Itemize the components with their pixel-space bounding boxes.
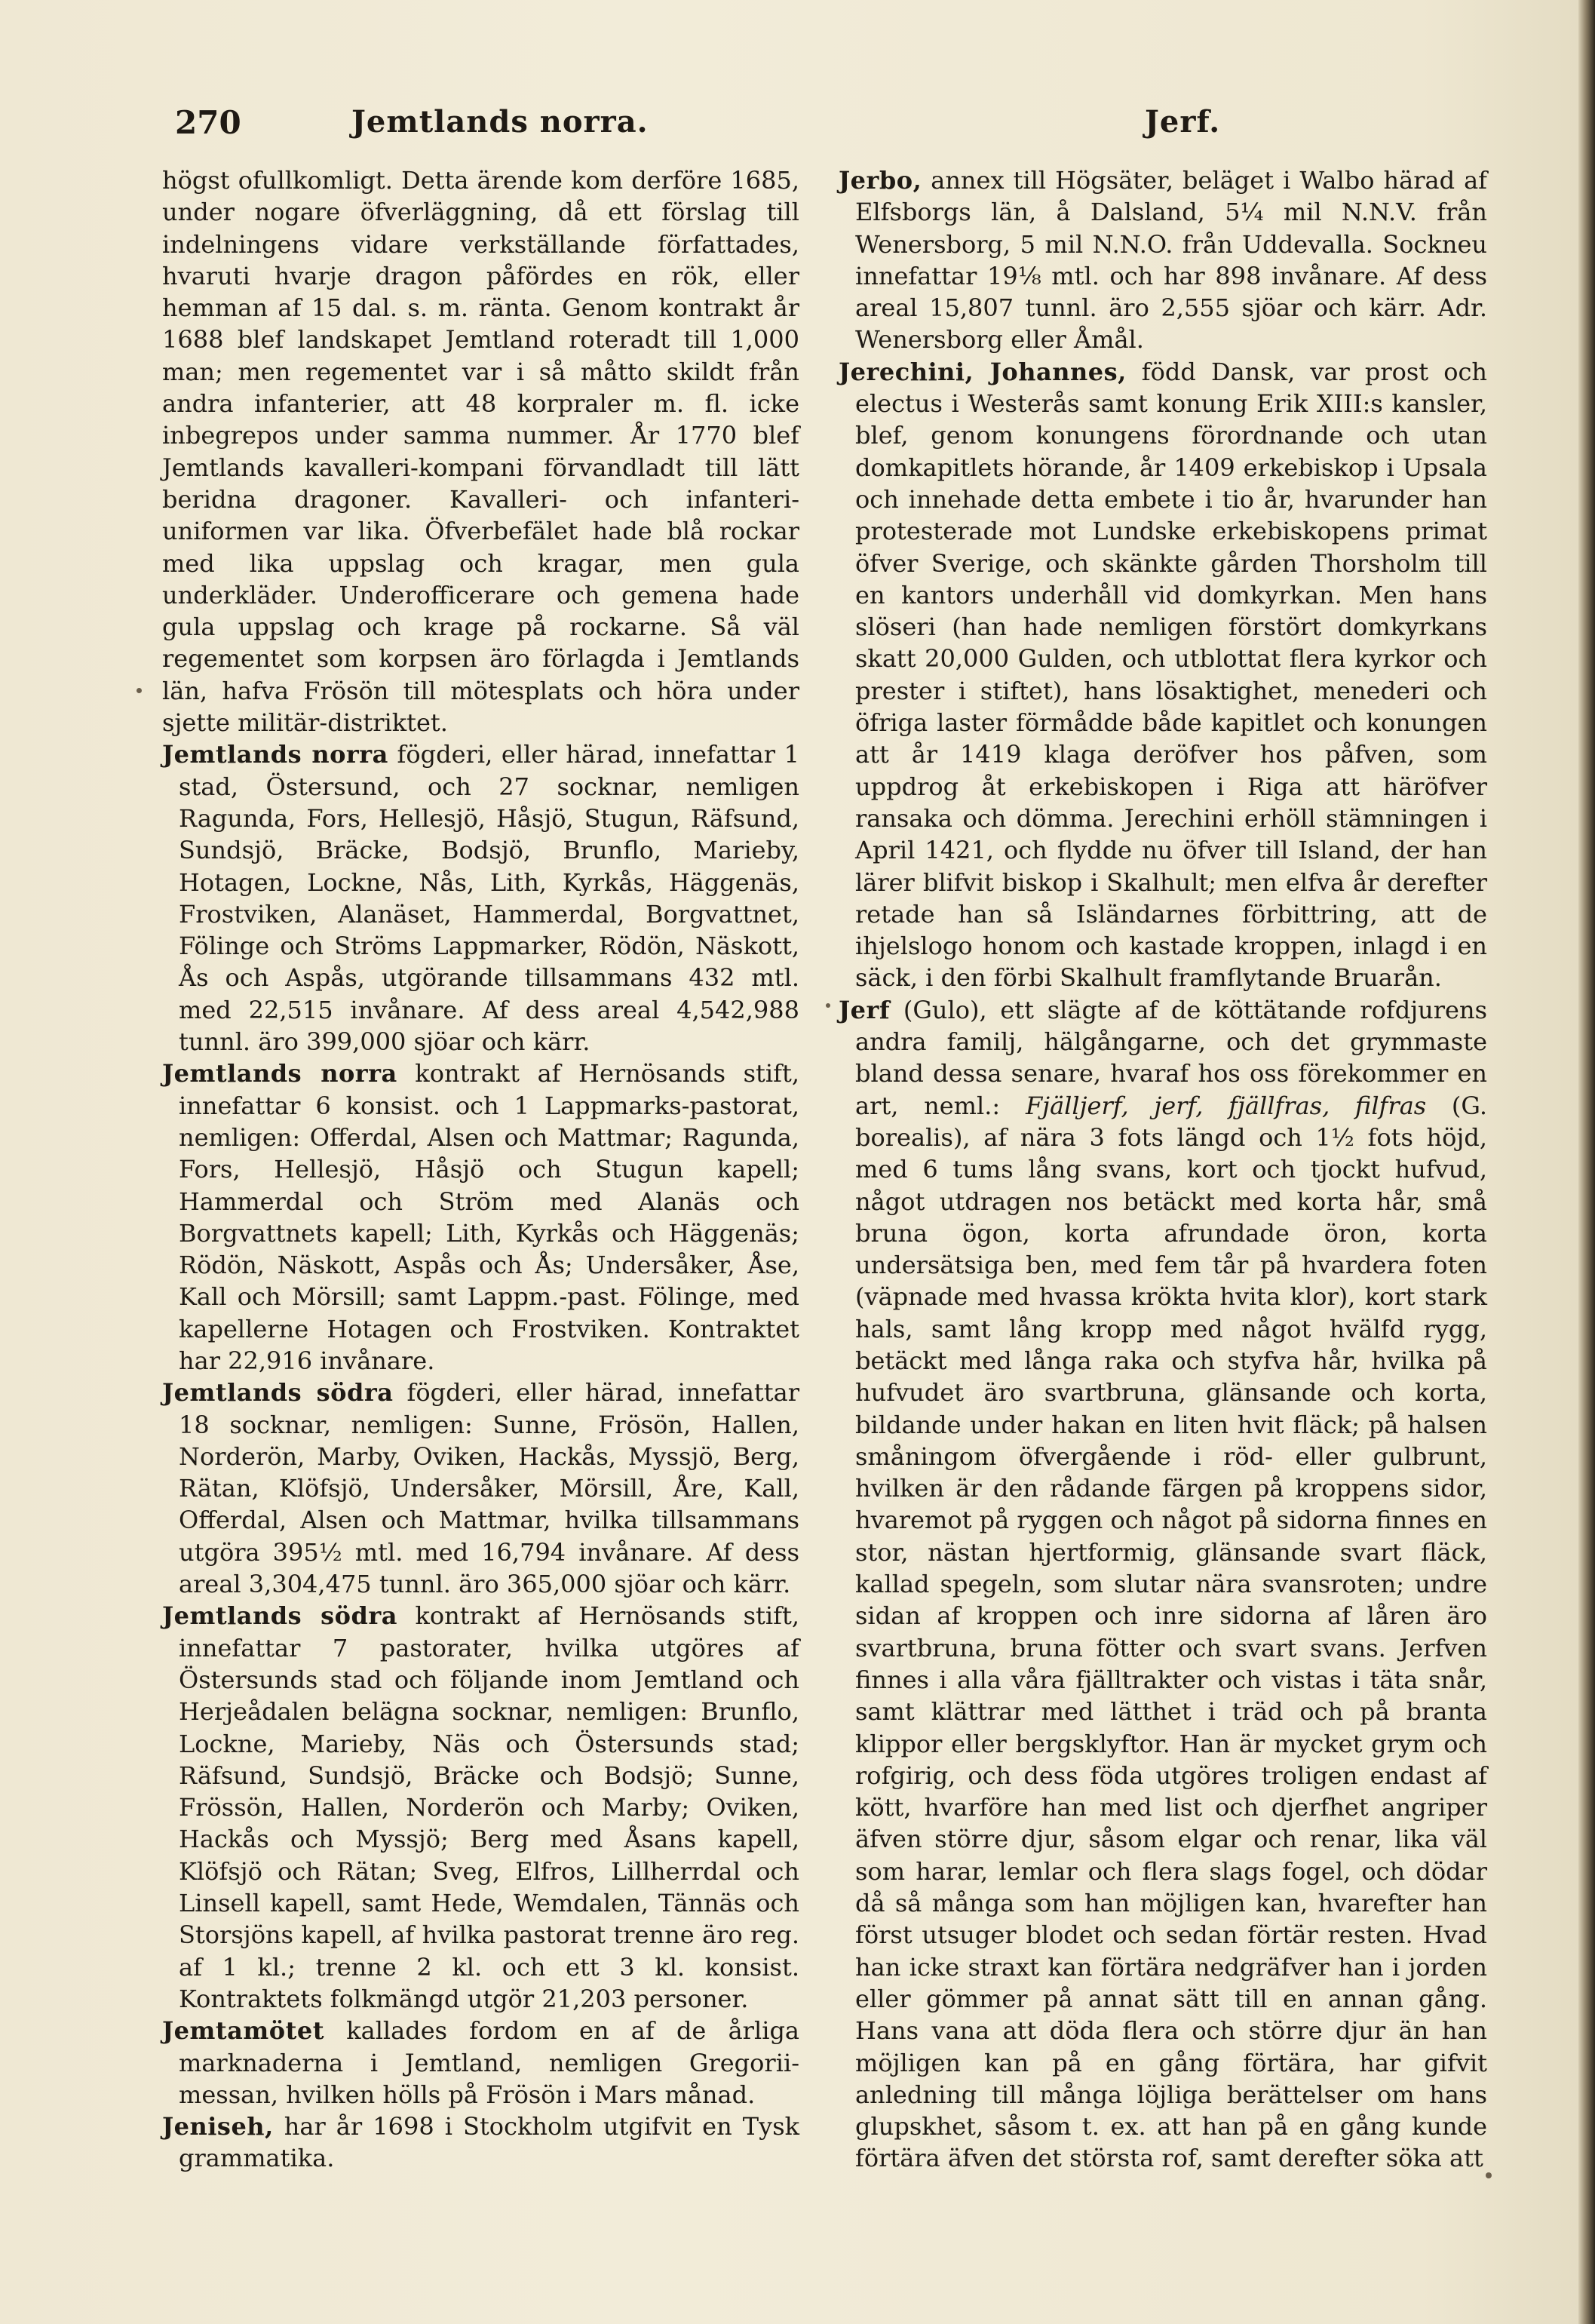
- entry-jerechini: [839, 356, 1487, 994]
- page-edge-shadow: [1578, 0, 1595, 2324]
- entry-headword: Jerf: [839, 995, 891, 1024]
- entry-headword: Jeniseh,: [162, 2112, 274, 2141]
- entry-text: (Gulo), ett slägte af de köttätande rofdjurens andra familj, hälgångarne, och det grymmaste bland dessa senare, hvaraf hos oss förekommer en art, neml.:: [855, 995, 1487, 1120]
- entry-headword: Jerbo,: [839, 166, 922, 195]
- entry-text: kallades fordom en af de årliga marknaderna i Jemtland, nemligen Gregorii-messan, hvilken hölls på Frösön i Mars månad.: [179, 2016, 799, 2109]
- paper-speck: [1486, 2172, 1492, 2178]
- entry-text: fögderi, eller härad, innefattar 1 stad, Östersund, och 27 socknar, nemligen Ragunda, Fors, Hellesjö, Håsjö, Stugun, Räfsund, Sundsjö, Bräcke, Bodsjö, Brunflo, Marieby, Hotagen, Lockne, Nås, Lith, Kyrkås, Häggenäs, Frostviken, Alanäset, Hammerdal, Borgvattnet, Fölinge och Ströms Lappmarker, Rödön, Näskott, Ås och Aspås, utgörande tillsammans 432 mtl. med 22,515 invånare. Af dess areal 4,542,988 tunnl. äro 399,000 sjöar och kärr.: [179, 740, 799, 1057]
- entry-jemtlands-sodra-kontrakt: [162, 1600, 799, 2015]
- entry-jemtlands-sodra-fogderi: [162, 1377, 799, 1600]
- entry-headword: Jemtlands södra: [162, 1601, 397, 1631]
- entry-headword: Jemtlands norra: [162, 1059, 397, 1088]
- entry-text-continued: (G. borealis), af nära 3 fots längd och 1½ fots höjd, med 6 tums lång svans, kort och tjockt hufvud, något utdragen nos betäckt med korta hår, små bruna ögon, korta afrundade öron, korta undersätsiga ben, med fem tår på hvardera foten (väpnade med hvassa krökta hvita klor), kort stark hals, samt lång kropp med något hvälfd rygg, betäckt med långa raka och styfva hår, hvilka på hufvudet äro svartbruna, glänsande och korta, bildande under hakan en liten hvit fläck; på halsen småningom öfvergående i röd- eller gulbrunt, hvilken är den rådande färgen på kroppens sidor, hvaremot på ryggen och något på sidorna finnes en stor, nästan hjertformig, glänsande svart fläck, kallad spegeln, som slutar nära svansroten; undre sidan af kroppen och inre sidorna af låren äro svartbruna, bruna fötter och svart svans. Jerfven finnes i alla våra fjälltrakter och vistas i täta snår, samt klättrar med lätthet i träd och på branta klippor eller bergsklyftor. Han är mycket grym och rofgirig, och dess föda utgöres troligen endast af kött, hvarföre han med list och djerfhet angriper äfven större djur, såsom elgar och renar, lika väl som harar, lemlar och flera slags fogel, och dödar då så många som han möjligen kan, hvarefter han först utsuger blodet och sedan förtär resten. Hvad han icke straxt kan förtära nedgräfver han i jorden eller gömmer på annat sätt till en annan gång. Hans vana att döda flera och större djur än han möjligen kan på en gång förtära, har gifvit anledning till många löjliga berättelser om hans glupskhet, såsom t. ex. att han på en gång kunde förtära äfven det största rof, samt derefter söka att: [855, 1091, 1488, 2173]
- right-column: [839, 164, 1487, 2175]
- entry-headword: Jerechini, Johannes,: [839, 357, 1127, 386]
- entry-italic-names: Fjälljerf, jerf, fjällfras, filfras: [1025, 1091, 1427, 1120]
- entry-text: fögderi, eller härad, innefattar 18 socknar, nemligen: Sunne, Frösön, Hallen, Norderön, Marby, Oviken, Hackås, Myssjö, Berg, Rätan, Klöfsjö, Undersåker, Mörsill, Åre, Kall, Offerdal, Alsen och Mattmar, hvilka tillsammans utgöra 395½ mtl. med 16,794 invånare. Af dess areal 3,304,475 tunnl. äro 365,000 sjöar och kärr.: [179, 1378, 800, 1599]
- entry-headword: Jemtlands norra: [162, 740, 388, 769]
- entry-headword: Jemtamötet: [162, 2016, 324, 2046]
- entry-text: född Dansk, var prost och electus i Westerås samt konung Erik XIII:s kansler, blef, genom konungens förordnande och utan domkapitlets hörande, år 1409 erkebiskop i Upsala och innehade detta embete i tio år, hvarunder han protesterade mot Lundske erkebiskopens primat öfver Sverige, och skänkte gården Thorsholm till en kantors underhåll vid domkyrkan. Men hans slöseri (han hade nemligen förstört domkyrkans skatt 20,000 Gulden, och utblottat flera kyrkor och prester i stiftet), hans lösaktighet, menederi och öfriga laster förmådde både kapitlet och konungen att år 1419 klaga deröfver hos påfven, som uppdrog åt erkebiskopen i Riga att häröfver ransaka och dömma. Jerechini erhöll stämningen i April 1421, och flydde nu öfver till Island, der han lärer blifvit biskop i Skalhult; men elfva år derefter retade han så Isländarnes förbittring, att de ihjelslogo honom och kastade kroppen, inlagd i en säck, i den förbi Skalhult framflytande Bruarån.: [855, 357, 1488, 993]
- entry-jerbo: [839, 164, 1487, 356]
- entry-text: kontrakt af Hernösands stift, innefattar 7 pastorater, hvilka utgöres af Östersunds stad och följande inom Jemtland och Herjeådalen belägna socknar, nemligen: Brunflo, Lockne, Marieby, Näs och Östersunds stad; Räfsund, Sundsjö, Bräcke och Bodsjö; Sunne, Frössön, Hallen, Norderön och Marby; Oviken, Hackås och Myssjö; Berg med Åsans kapell, Klöfsjö och Rätan; Sveg, Elfros, Lillherrdal och Linsell kapell, samt Hede, Wemdalen, Tännäs och Storsjöns kapell, af hvilka pastorat trenne äro reg. af 1 kl.; trenne 2 kl. och ett 3 kl. konsist. Kontraktets folkmängd utgör 21,203 personer.: [179, 1601, 799, 2013]
- entry-text: annex till Högsäter, beläget i Walbo härad af Elfsborgs län, å Dalsland, 5¼ mil N.N.V. från Wenersborg, 5 mil N.N.O. från Uddevalla. Sockneu innefattar 19⅛ mtl. och har 898 invånare. Af dess areal 15,807 tunnl. äro 2,555 sjöar och kärr. Adr. Wenersborg eller Åmål.: [855, 166, 1487, 355]
- page-number: 270: [175, 104, 241, 141]
- continuation-paragraph: högst ofullkomligt. Detta ärende kom derföre 1685, under nogare öfverläggning, då ett förslag till indelningens vidare verkställande författades, hvaruti hvarje dragon påfördes en rök, eller hemman af 15 dal. s. m. ränta. Genom kontrakt år 1688 blef landskapet Jemtland roteradt till 1,000 man; men regementet var i så måtto skildt från andra infanterier, att 48 korpraler m. fl. icke inbegrepos under samma nummer. År 1770 blef Jemtlands kavalleri-kompani förvandladt till lätt beridna dragoner. Kavalleri- och infanteri-uniformen var lika. Öfverbefälet hade blå rockar med lika uppslag och kragar, men gula underkläder. Underofficerare och gemena hade gula uppslag och krage på rockarne. Så väl regementet som korpsen äro förlagda i Jemtlands län, hafva Frösön till mötesplats och höra under sjette militär-distriktet.: [162, 166, 799, 738]
- entry-jemtlands-norra-kontrakt: [162, 1058, 799, 1377]
- running-head-right: Jerf.: [1145, 104, 1221, 140]
- entry-text: har år 1698 i Stockholm utgifvit en Tysk grammatika.: [179, 2112, 799, 2173]
- entry-jemtamotet: [162, 2015, 799, 2111]
- paper-speck: [136, 688, 142, 693]
- entry-jerf: [839, 994, 1487, 2175]
- running-head-left: Jemtlands norra.: [351, 104, 649, 140]
- entry-jeniseh: [162, 2111, 799, 2175]
- entry-text: kontrakt af Hernösands stift, innefattar 6 konsist. och 1 Lappmarks-pastorat, nemligen: Offerdal, Alsen och Mattmar; Ragunda, Fors, Hellesjö, Håsjö och Stugun kapell; Hammerdal och Ström med Alanäs och Borgvattnets kapell; Lith, Kyrkås och Häggenäs; Rödön, Näskott, Aspås och Ås; Undersåker, Åse, Kall och Mörsill; samt Lappm.-past. Fölinge, med kapellerne Hotagen och Frostviken. Kontraktet har 22,916 invånare.: [179, 1059, 800, 1375]
- entry-headword: Jemtlands södra: [162, 1378, 394, 1408]
- entry-jemtlands-norra-fogderi: [162, 738, 799, 1058]
- paper-speck: [826, 1003, 830, 1008]
- left-column: [162, 164, 799, 2175]
